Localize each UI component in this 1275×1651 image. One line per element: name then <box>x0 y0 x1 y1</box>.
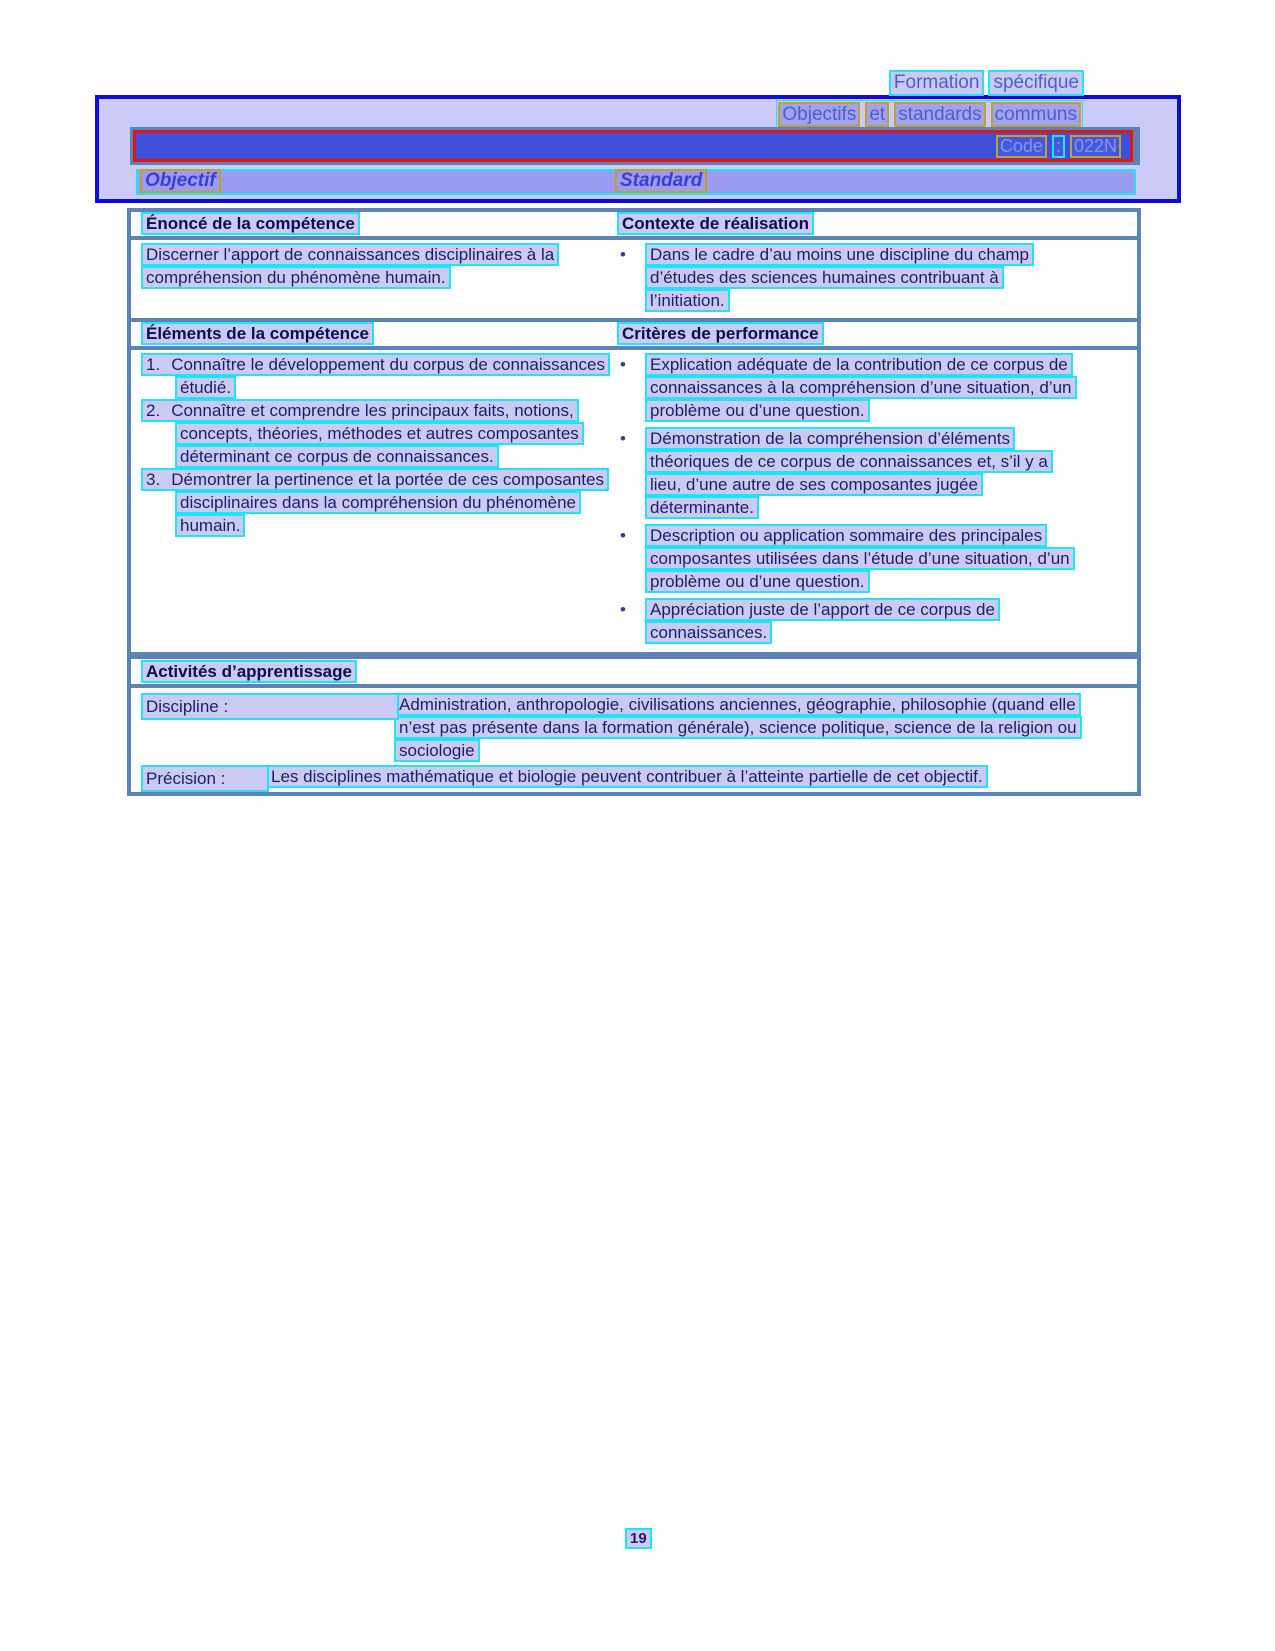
bullet-icon: • <box>620 429 626 448</box>
competence-table <box>127 208 1141 324</box>
item-text: Connaître et comprendre les principaux faits, notions, concepts, théories, méthodes et autres composantes déterminant ce corpus de connaissances. <box>171 401 579 466</box>
header-cell-right <box>617 323 1137 345</box>
header-word: Formation <box>889 70 985 96</box>
list-item <box>617 598 1137 644</box>
bullet-text-block <box>645 524 1075 593</box>
standard-title: Standard <box>615 169 707 193</box>
bullet-icon: • <box>620 526 626 545</box>
enonce-text: Discerner l’apport de connaissances disciplinaires à la compréhension du phénomène humain. <box>141 243 559 289</box>
header-word: spécifique <box>988 70 1084 96</box>
title-box <box>95 95 1181 203</box>
code-value: 022N <box>1070 135 1121 158</box>
elements-header: Éléments de la compétence <box>141 322 374 345</box>
bullet-text: Explication adéquate de la contribution de ce corpus de connaissances à la compréhension d’une situation, d’un problème ou d’une question. <box>645 353 1077 422</box>
precision-value-block <box>266 765 1044 788</box>
header-word: et <box>865 102 889 127</box>
table-row <box>131 765 1137 788</box>
numbered-item-text <box>141 399 584 468</box>
bullet-icon: • <box>620 245 626 264</box>
elements-table-header <box>131 322 1137 350</box>
column-titles-band <box>136 169 1136 195</box>
elements-table-body <box>131 350 1137 652</box>
page-number: 19 <box>625 1528 652 1549</box>
objectif-title: Objectif <box>140 169 221 193</box>
body-cell-left <box>131 353 617 649</box>
bullet-icon: • <box>620 600 626 619</box>
list-item <box>617 524 1137 593</box>
list-item <box>617 243 1137 312</box>
header-word: Objectifs <box>778 102 860 127</box>
body-cell-right <box>617 243 1137 317</box>
code-word: Code <box>996 135 1047 158</box>
header-word: communs <box>991 102 1081 127</box>
criteres-header: Critères de performance <box>617 322 824 345</box>
bullet-text-block <box>645 598 1075 644</box>
item-number: 2. <box>146 401 161 420</box>
header-cell-right <box>617 213 1137 235</box>
contexte-header: Contexte de réalisation <box>617 212 814 235</box>
numbered-item <box>141 468 627 537</box>
numbered-item <box>141 399 627 468</box>
bullet-icon: • <box>620 355 626 374</box>
header-cell-left <box>131 213 617 235</box>
header-cell-left <box>131 323 617 345</box>
body-cell-right <box>617 353 1137 649</box>
discipline-value-block <box>394 693 1086 762</box>
bullet-text-block <box>645 427 1075 519</box>
item-text: Démontrer la pertinence et la portée de ces composantes disciplinaires dans la compréhension du phénomène humain. <box>171 470 604 535</box>
body-cell-left <box>131 243 617 317</box>
list-item <box>617 427 1137 519</box>
precision-label-wrap <box>141 765 269 792</box>
bullet-text: Dans le cadre d’au moins une discipline du champ d’études des sciences humaines contribuant à l’initiation. <box>645 243 1034 312</box>
bullet-text: Appréciation juste de l’apport de ce corpus de connaissances. <box>645 598 1000 644</box>
table-row <box>131 693 1137 762</box>
precision-value: Les disciplines mathématique et biologie peuvent contribuer à l’atteinte partielle de cet objectif. <box>266 765 988 788</box>
code-colon: : <box>1052 135 1065 158</box>
numbered-item-text <box>141 353 610 399</box>
competence-table-body <box>131 240 1137 320</box>
discipline-label-wrap <box>141 693 399 720</box>
numbered-item-text <box>141 468 609 537</box>
competence-table-header <box>131 212 1137 240</box>
bullet-text-block <box>645 243 1047 312</box>
discipline-label: Discipline : <box>141 693 399 720</box>
page-number-wrap <box>625 1530 652 1548</box>
header-objectifs-standards <box>776 100 1083 129</box>
code-box <box>133 130 1133 162</box>
bullet-text: Démonstration de la compréhension d’éléments théoriques de ce corpus de connaissances et, s’il y a lieu, d’une autre de ses composantes jugée déterminante. <box>645 427 1053 519</box>
elements-table <box>127 318 1141 656</box>
activites-table-header <box>131 659 1137 688</box>
activites-table-body <box>131 688 1137 792</box>
enonce-header: Énoncé de la compétence <box>141 212 360 235</box>
activites-header: Activités d’apprentissage <box>141 660 357 683</box>
discipline-value: Administration, anthropologie, civilisations anciennes, géographie, philosophie (quand elle n’est pas présente dans la formation générale), science politique, science de la religion ou sociologie <box>394 693 1082 762</box>
activites-table <box>127 655 1141 796</box>
code-bar <box>130 127 1140 165</box>
list-item <box>617 353 1137 422</box>
item-number: 3. <box>146 470 161 489</box>
enonce-text-block <box>141 243 593 289</box>
bullet-text-block <box>645 353 1075 422</box>
item-text: Connaître le développement du corpus de connaissances étudié. <box>171 355 605 397</box>
header-formation-specifique <box>889 70 1084 96</box>
bullet-text: Description ou application sommaire des principales composantes utilisées dans l’étude d’une situation, d’un problème ou d’une question. <box>645 524 1075 593</box>
precision-label: Précision : <box>141 765 269 792</box>
numbered-item <box>141 353 627 399</box>
header-word: standards <box>894 102 985 127</box>
item-number: 1. <box>146 355 161 374</box>
